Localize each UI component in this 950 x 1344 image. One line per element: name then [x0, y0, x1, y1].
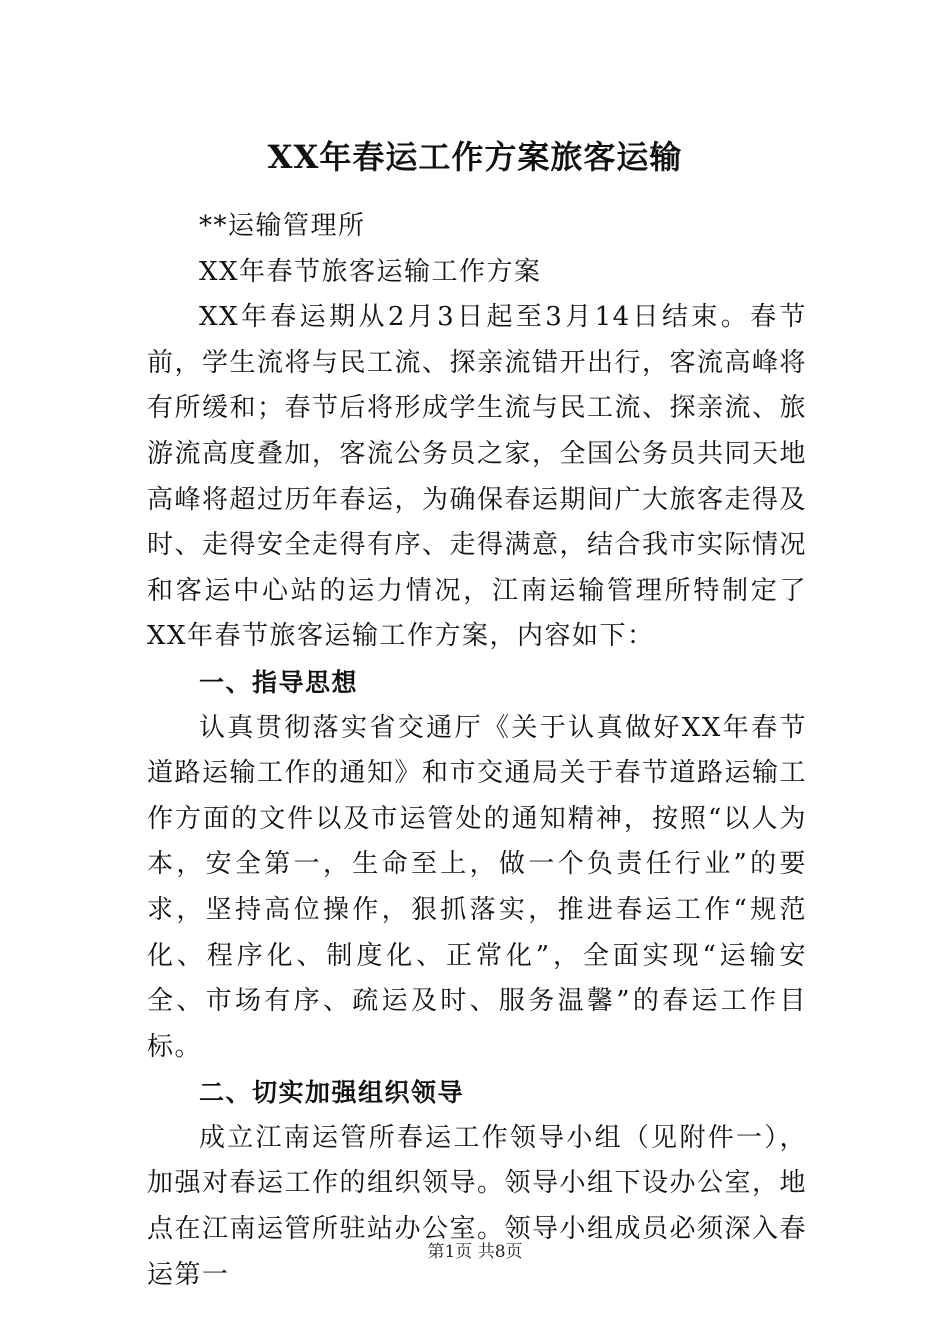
document-title: XX年春运工作方案旅客运输 — [267, 138, 683, 176]
guiding-ideology-paragraph: 认真贯彻落实省交通厅《关于认真做好XX年春节道路运输工作的通知》和市交通局关于春节道路运输工作方面的文件以及市运管处的通知精神，按照“以人为本，安全第一，生命至上，做一个负责任行业”的要求，坚持高位操作，狠抓落实，推进春运工作“规范化、程序化、制度化、正常化”，全面实现“运输安全、市场有序、疏运及时、服务温馨”的春运工作目标。 — [147, 712, 808, 1062]
organization-line: **运输管理所 — [199, 211, 366, 241]
plan-title-line: XX年春节旅客运输工作方案 — [199, 256, 542, 287]
section-heading-organization-leadership: 二、切实加强组织领导 — [199, 1078, 465, 1108]
organization-leadership-paragraph: 成立江南运管所春运工作领导小组（见附件一），加强对春运工作的组织领导。领导小组下设办公室，地点在江南运管所驻站办公室。领导小组成员必须深入春运第一 — [147, 1122, 808, 1290]
document-body — [147, 204, 807, 1298]
section-heading-guiding-ideology: 一、指导思想 — [199, 667, 359, 697]
page-number-footer: 第1页 共8页 — [427, 1242, 523, 1262]
intro-paragraph: XX年春运期从2月3日起至3月14日结束。春节前，学生流将与民工流、探亲流错开出行，客流高峰将有所缓和；春节后将形成学生流与民工流、探亲流、旅游流高度叠加，客流公务员之家，全国公务员共同天地高峰将超过历年春运，为确保春运期间广大旅客走得及时、走得安全走得有序、走得满意，结合我市实际情况和客运中心站的运力情况，江南运输管理所特制定了XX年春节旅客运输工作方案，内容如下： — [147, 302, 808, 652]
